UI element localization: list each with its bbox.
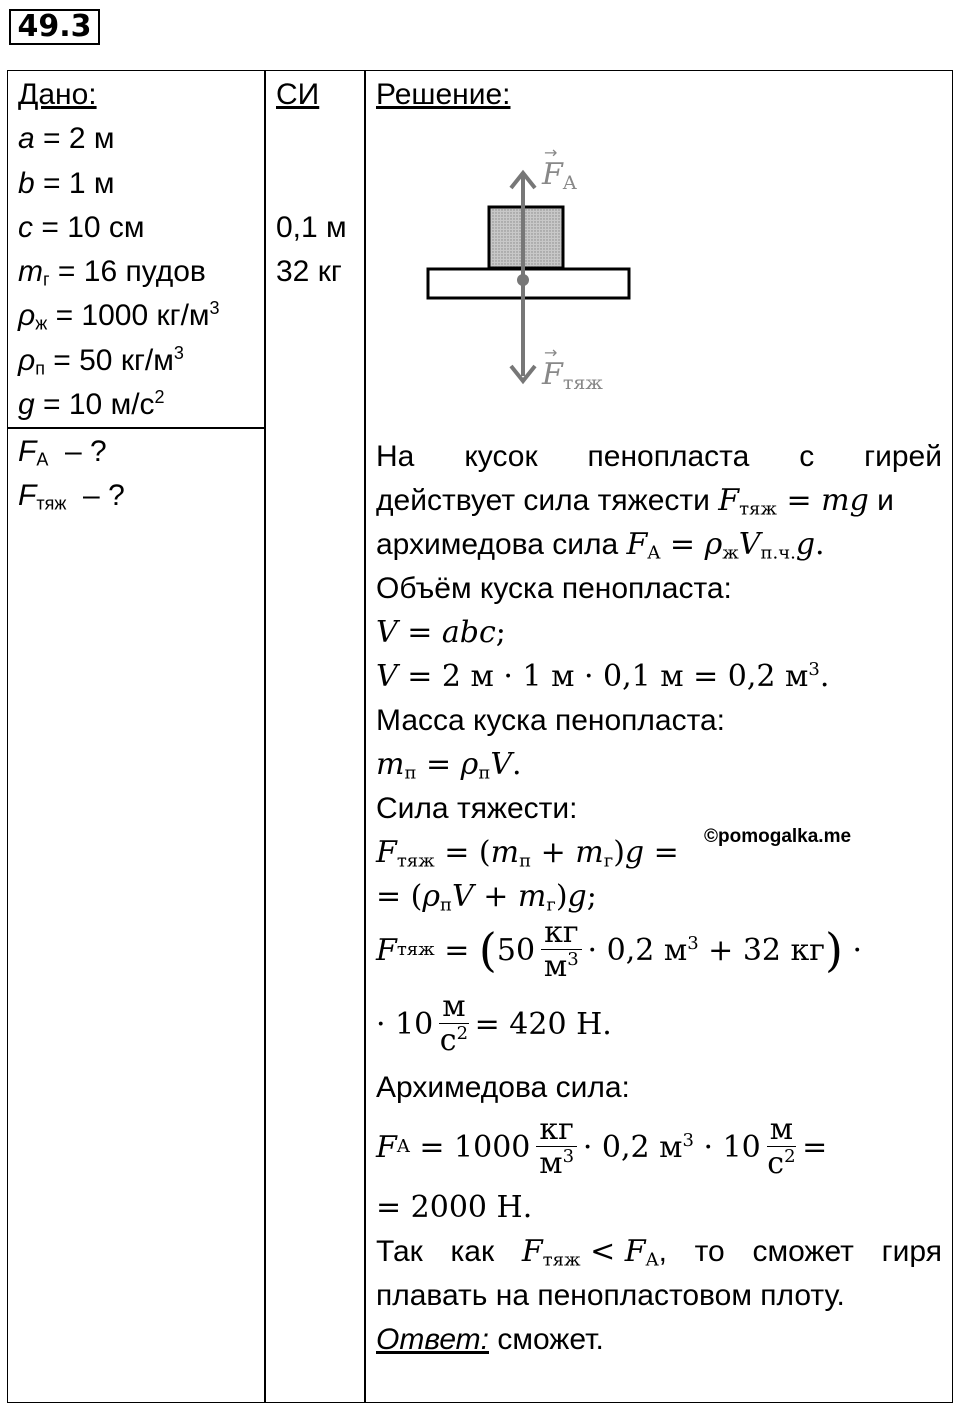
si-m: 32 кг bbox=[276, 255, 342, 289]
archimedes-calc-line-2: = 2000 Н. bbox=[376, 1190, 533, 1225]
find-ftyazh: $F_{тяж}$ – ? bbox=[18, 479, 125, 514]
column-divider-2 bbox=[364, 70, 366, 1403]
solution-header: Решение: bbox=[376, 78, 511, 111]
solution-line-2: действует сила тяжести $F_{тяж}$ = mg и bbox=[376, 483, 894, 520]
volume-title: Объём куска пенопласта: bbox=[376, 572, 732, 605]
gravity-formula-2: = $(\rho_пV + m_г)g$; bbox=[376, 879, 597, 916]
label-fa: FA bbox=[542, 157, 577, 194]
given-header: Дано: bbox=[18, 78, 97, 111]
gravity-title: Сила тяжести: bbox=[376, 792, 578, 825]
conclusion-line-2: плавать на пенопластовом плоту. bbox=[376, 1279, 845, 1312]
mass-title: Масса куска пенопласта: bbox=[376, 704, 725, 737]
archimedes-title: Архимедова сила: bbox=[376, 1071, 630, 1104]
vector-arrow-ft-icon: → bbox=[544, 343, 558, 362]
find-fa: $F_A$ – ? bbox=[18, 435, 107, 470]
force-diagram bbox=[420, 140, 660, 400]
gravity-calc-line-2: · 10 $\frac{м}{с^2}$ = 420 Н. bbox=[376, 988, 612, 1058]
gravity-formula-1: $F_{тяж} = (m_п + m_г)g$ = bbox=[376, 835, 679, 872]
si-c: 0,1 м bbox=[276, 210, 347, 244]
solution-header-wrap bbox=[376, 73, 510, 117]
given-rho-liquid: $\rho_ж = 1000$ $кг/м^3$ bbox=[18, 298, 220, 334]
given-a: a = 2 м bbox=[18, 122, 115, 156]
foam-raft bbox=[428, 269, 629, 298]
solution-line-3: архимедова сила $F_A = \rho_жV_{п.ч.}g$. bbox=[376, 527, 825, 564]
given-rho-foam: $\rho_п = 50$ $кг/м^3$ bbox=[18, 342, 184, 379]
archimedes-calc-line-1: F A = 1000 $\frac{кг}{м^3}$ · 0,2 $м^3 \cdot 10$ $\frac{м}{с^2}$ = bbox=[376, 1111, 828, 1181]
problem-number: 49.3 bbox=[9, 9, 100, 45]
answer-value: сможет. bbox=[489, 1323, 604, 1356]
label-ftyazh: Fтяж bbox=[542, 357, 603, 394]
column-divider-1 bbox=[264, 70, 266, 1403]
volume-calc: V = 2 м · 1 м · 0,1 м = 0,2 $м^3$. bbox=[376, 659, 830, 694]
answer-label: Ответ: bbox=[376, 1323, 489, 1356]
given-b: b = 1 м bbox=[18, 166, 115, 200]
find-column bbox=[18, 430, 125, 519]
gravity-calc-line-1: F тяж = ( 50 $\frac{кг}{м^3}$ · 0,2 $м^3 + 32$ кг ) · bbox=[376, 914, 863, 984]
given-c: c = 10 см bbox=[18, 210, 145, 244]
given-mass-weight: $m_г = 16$ пудов bbox=[18, 255, 206, 290]
given-g: g = 10 $м/с^2$ bbox=[18, 387, 165, 422]
answer-line bbox=[376, 1318, 942, 1362]
given-column bbox=[18, 73, 220, 427]
weight-block bbox=[489, 207, 563, 268]
vector-arrow-fa-icon: → bbox=[544, 143, 558, 162]
archimedes-section bbox=[376, 1066, 942, 1362]
si-header: СИ bbox=[276, 78, 320, 111]
solution-line-1: На кусок пенопласта с гирей bbox=[376, 440, 942, 473]
solution-paragraph-1 bbox=[376, 435, 942, 919]
watermark: ©pomogalka.me bbox=[704, 826, 852, 847]
center-point bbox=[517, 274, 529, 286]
mass-formula: $m_п = \rho_пV$. bbox=[376, 747, 522, 784]
conclusion-line-1: Так как $F_{тяж} < F_A$, то сможет гиря bbox=[376, 1234, 942, 1271]
gravity-calc bbox=[376, 914, 942, 1062]
si-column bbox=[276, 73, 347, 294]
volume-formula: V = abc; bbox=[376, 615, 506, 650]
